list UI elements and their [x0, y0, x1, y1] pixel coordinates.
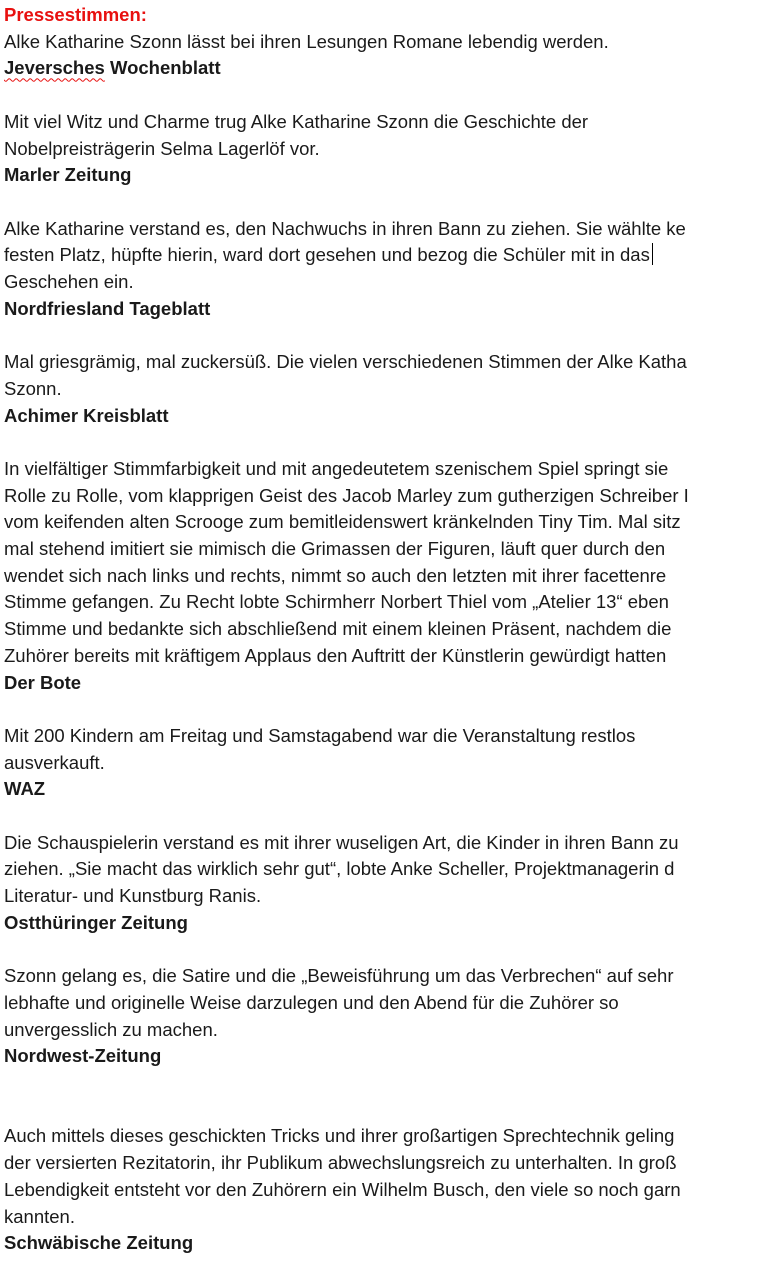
press-quote [4, 830, 768, 910]
press-quote [4, 349, 768, 402]
quote-line: ziehen. „Sie macht das wirklich sehr gut“, lobte Anke Scheller, Projektmanagerin d [4, 858, 675, 880]
quote-line: Die Schauspielerin verstand es mit ihrer wuseligen Art, die Kinder in ihren Bann zu [4, 831, 679, 853]
quote-line: Nobelpreisträgerin Selma Lagerlöf vor. [4, 137, 320, 159]
quote-line: In vielfältiger Stimmfarbigkeit und mit angedeutetem szenischem Spiel springt sie [4, 457, 669, 479]
quote-line: festen Platz, hüpfte hierin, ward dort gesehen und bezog die Schüler mit in das [4, 242, 768, 269]
quote-line: Geschehen ein. [4, 271, 134, 292]
press-quote [4, 29, 768, 56]
quote-source: Nordwest-Zeitung [4, 1045, 162, 1067]
quote-line: Stimme und bedankte sich abschließend mit einem kleinen Präsent, nachdem die [4, 618, 672, 640]
quote-source: WAZ [4, 778, 46, 800]
document-page[interactable] [4, 2, 768, 1257]
quote-line: ausverkauft. [4, 751, 105, 773]
quote-line: vom keifenden alten Scrooge zum bemitleidenswert kränkelnden Tiny Tim. Mal sitz [4, 511, 681, 533]
quote-line: unvergesslich zu machen. [4, 1018, 218, 1040]
quote-source: Schwäbische Zeitung [4, 1232, 194, 1254]
quote-line: kannten. [4, 1205, 75, 1227]
press-quote [4, 723, 768, 776]
quote-line: der versierten Rezitatorin, ihr Publikum abwechslungsreich zu unterhalten. In groß [4, 1152, 677, 1174]
quote-line: Literatur- und Kunstburg Ranis. [4, 885, 262, 907]
press-heading: Pressestimmen: [4, 4, 147, 25]
quote-source: Jeversches Wochenblatt [4, 57, 221, 79]
press-quote [4, 1123, 768, 1230]
quote-line: mal stehend imitiert sie mimisch die Grimassen der Figuren, läuft quer durch den [4, 538, 666, 559]
quote-line: Stimme gefangen. Zu Recht lobte Schirmherr Norbert Thiel vom „Atelier 13“ eben [4, 591, 669, 613]
quote-line: Alke Katharine Szonn lässt bei ihren Lesungen Romane lebendig werden. [4, 30, 609, 52]
quote-line: lebhafte und originelle Weise darzulegen und den Abend für die Zuhörer so [4, 991, 619, 1013]
quote-source: Achimer Kreisblatt [4, 404, 169, 426]
quote-line: Zuhörer bereits mit kräftigem Applaus den Auftritt der Künstlerin gewürdigt hatten [4, 644, 667, 666]
quote-line: wendet sich nach links und rechts, nimmt so auch den letzten mit ihrer facettenre [4, 564, 667, 586]
quote-source: Marler Zeitung [4, 164, 132, 186]
press-quote [4, 456, 768, 670]
press-quote [4, 963, 768, 1043]
quote-line: Lebendigkeit entsteht vor den Zuhörern ein Wilhelm Busch, den viele so noch garn [4, 1178, 681, 1200]
quote-line: Mit 200 Kindern am Freitag und Samstagabend war die Veranstaltung restlos [4, 724, 636, 746]
quote-line: Mit viel Witz und Charme trug Alke Katharine Szonn die Geschichte der [4, 110, 589, 132]
press-quote [4, 109, 768, 162]
quote-line: Rolle zu Rolle, vom klapprigen Geist des Jacob Marley zum gutherzigen Schreiber I [4, 484, 689, 506]
spellcheck-flagged-word[interactable]: Jeversches [4, 57, 105, 79]
quote-source: Ostthüringer Zeitung [4, 911, 188, 933]
text-cursor [652, 243, 653, 265]
quote-line: Szonn. [4, 377, 62, 399]
quote-source: Der Bote [4, 671, 82, 693]
press-quote [4, 216, 768, 296]
quote-source: Nordfriesland Tageblatt [4, 297, 211, 319]
quote-line: Mal griesgrämig, mal zuckersüß. Die vielen verschiedenen Stimmen der Alke Katha [4, 351, 687, 373]
quote-line: Auch mittels dieses geschickten Tricks und ihrer großartigen Sprechtechnik geling [4, 1125, 675, 1147]
quote-line: Szonn gelang es, die Satire und die „Beweisführung um das Verbrechen“ auf sehr [4, 965, 674, 987]
quote-line: Alke Katharine verstand es, den Nachwuchs in ihren Bann zu ziehen. Sie wählte ke [4, 217, 686, 239]
